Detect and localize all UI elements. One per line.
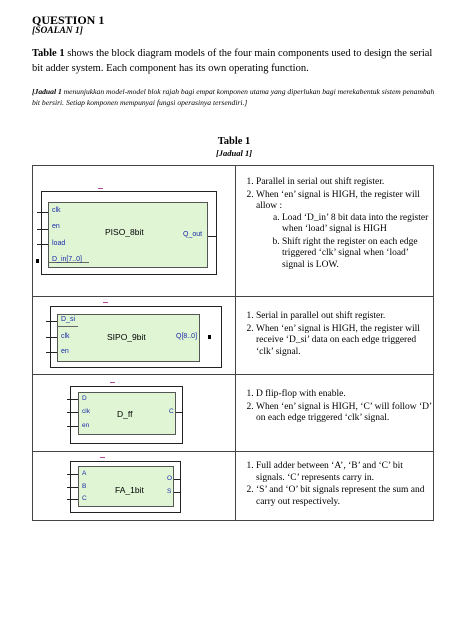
description-item: 2. ‘S’ and ‘O’ bit signals represent the sum and carry out respectively. bbox=[256, 485, 433, 508]
description-item: 2. When ‘en’ signal is HIGH, the register will receive ‘D_si’ data on each edge triggered ‘clk’ signal. bbox=[256, 324, 433, 359]
port-c: C bbox=[169, 408, 174, 415]
pin-marker bbox=[103, 302, 108, 303]
pin-marker bbox=[100, 457, 105, 458]
description-list bbox=[236, 177, 433, 271]
description-cell bbox=[236, 375, 433, 451]
description-cell bbox=[236, 452, 433, 520]
description-list bbox=[236, 389, 433, 425]
block-name: PISO_8bit bbox=[105, 227, 144, 237]
sub-list bbox=[256, 213, 433, 272]
port-o: O bbox=[167, 475, 173, 482]
intro-paragraph bbox=[32, 46, 444, 76]
port-load: load bbox=[52, 240, 66, 247]
port-d-si: D_si bbox=[61, 316, 76, 323]
sub-item: b. Shift right the register on each edge triggered ‘clk’ signal when ‘load’ signal is LOW. bbox=[282, 237, 433, 272]
intro-ms-bold: [Jadual 1 bbox=[32, 87, 62, 96]
block-name: SIPO_9bit bbox=[107, 332, 146, 342]
port-d-in: D_in[7..0] bbox=[52, 256, 82, 263]
description-item: 1. Full adder between ‘A’, ‘B’ and ‘C’ bit signals. ‘C’ represents carry in. bbox=[256, 461, 433, 484]
port-en: en bbox=[52, 223, 60, 230]
description-item: 1. D flip-flop with enable. bbox=[256, 389, 433, 401]
intro-paragraph-malay bbox=[32, 86, 444, 108]
port-s: S bbox=[167, 488, 172, 495]
question-title: QUESTION 1 bbox=[32, 13, 105, 27]
port-clk: clk bbox=[61, 333, 70, 340]
bus-marker bbox=[208, 335, 211, 339]
port-d: D bbox=[82, 395, 87, 402]
block-name: D_ff bbox=[117, 409, 133, 419]
table-row bbox=[33, 375, 433, 452]
component-table bbox=[32, 165, 434, 521]
port-en: en bbox=[82, 422, 90, 429]
intro-bold: Table 1 bbox=[32, 48, 65, 59]
port-q-out: Q_out bbox=[183, 231, 203, 238]
table-title: Table 1 bbox=[217, 136, 251, 147]
fa-block bbox=[78, 466, 174, 507]
description-text: When ‘en’ signal is HIGH, the register will allow : bbox=[256, 189, 420, 211]
port-clk: clk bbox=[52, 207, 61, 214]
intro-ms-text: menunjukkan model-model blok rajah bagi empat komponen utama yang diperlukan bagi merekabentuk sistem penambah bit bersiri. Setiap komponen mempunyai fungsi operasinya tersendiri.] bbox=[32, 87, 435, 107]
port-a: A bbox=[82, 470, 87, 477]
description-list bbox=[236, 461, 433, 508]
block-name: FA_1bit bbox=[115, 485, 144, 495]
question-subtitle: [SOALAN 1] bbox=[32, 26, 83, 36]
port-en: en bbox=[61, 348, 69, 355]
description-item: 1. Serial in parallel out shift register. bbox=[256, 311, 433, 323]
port-clk: clk bbox=[82, 408, 90, 415]
dff-block bbox=[78, 392, 176, 435]
table-row bbox=[33, 166, 433, 297]
bus-marker bbox=[36, 259, 39, 263]
pin-marker bbox=[110, 382, 115, 383]
pin-marker bbox=[98, 188, 103, 189]
table-subtitle: [Jadual 1] bbox=[215, 148, 253, 158]
port-q: Q[8..0] bbox=[176, 333, 198, 340]
intro-text: shows the block diagram models of the four main components used to design the serial bit adder system. Each component has its own operating function. bbox=[32, 48, 433, 74]
description-item: 1. Parallel in serial out shift register. bbox=[256, 177, 433, 189]
pin-line bbox=[207, 236, 217, 237]
description-item bbox=[256, 190, 433, 272]
description-cell bbox=[236, 297, 433, 374]
table-row bbox=[33, 297, 433, 375]
description-list bbox=[236, 311, 433, 358]
piso-block bbox=[48, 202, 208, 268]
description-item: 2. When ‘en’ signal is HIGH, ‘C’ will follow ‘D’ on each edge triggered ‘clk’ signal. bbox=[256, 402, 433, 425]
diagram-cell bbox=[33, 452, 236, 520]
port-c: C bbox=[82, 495, 87, 502]
diagram-cell bbox=[33, 297, 236, 374]
sipo-block bbox=[57, 314, 200, 362]
sub-item: a. Load ‘D_in’ 8 bit data into the register when ‘load’ signal is HIGH bbox=[282, 213, 433, 236]
diagram-cell bbox=[33, 375, 236, 451]
description-cell bbox=[236, 166, 433, 296]
diagram-cell bbox=[33, 166, 236, 296]
port-divider bbox=[58, 326, 78, 327]
port-b: B bbox=[82, 483, 87, 490]
table-row bbox=[33, 452, 433, 520]
